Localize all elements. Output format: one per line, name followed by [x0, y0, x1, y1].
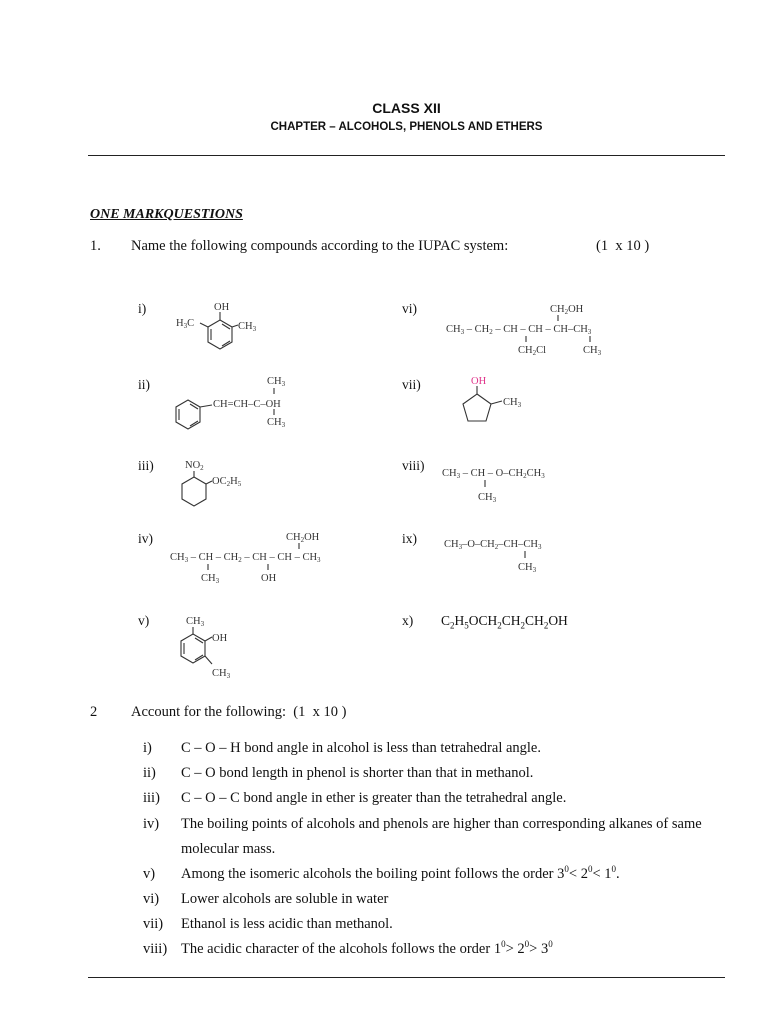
q1-label-viii: viii) — [402, 458, 425, 473]
q1-text: Name the following compounds according to the IUPAC system: — [131, 238, 509, 254]
q2-label-ii: ii) — [143, 765, 156, 781]
q2-item-viii: The acidic character of the alcohols follows the order $1^0> 2^0> 3^0$ — [181, 939, 553, 957]
structure-v — [170, 612, 260, 682]
svg-text:CH2Cl: CH2Cl — [518, 345, 547, 357]
structure-vi — [444, 298, 654, 362]
q1-label-vii: vii) — [402, 377, 421, 392]
svg-text:CH3 – CH – CH2 – CH – CH – CH3: CH3 – CH – CH2 – CH – CH – CH3 — [170, 552, 321, 564]
structure-vii — [450, 372, 540, 432]
q1-label-i: i) — [138, 301, 147, 316]
svg-text:OH: OH — [212, 633, 228, 644]
structure-iv — [168, 528, 358, 584]
q1-label-ix: ix) — [402, 531, 417, 546]
svg-text:OC2H5: OC2H5 — [212, 476, 242, 488]
svg-text:CH3: CH3 — [238, 321, 257, 333]
structure-iii — [172, 456, 272, 516]
chapter-title: CHAPTER – ALCOHOLS, PHENOLS AND ETHERS — [270, 121, 543, 133]
svg-text:CH3–O–CH2–CH–CH3: CH3–O–CH2–CH–CH3 — [444, 539, 542, 551]
q2-label-iii: iii) — [143, 790, 160, 806]
q1-label-ii: ii) — [138, 377, 150, 392]
q1-label-iii: iii) — [138, 458, 154, 473]
q2-label-vi: vi) — [143, 891, 160, 907]
q2-item-vii: Ethanol is less acidic than methanol. — [181, 916, 393, 932]
q1-label-vi: vi) — [402, 301, 417, 316]
svg-text:CH3: CH3 — [267, 376, 286, 388]
svg-text:CH=CH–C–OH: CH=CH–C–OH — [213, 399, 281, 410]
svg-text:CH3: CH3 — [478, 492, 497, 504]
section-heading: ONE MARKQUESTIONS — [90, 207, 243, 222]
q1-marks: (1 x 10 ) — [596, 238, 650, 254]
structure-x-formula: $C_2H_5OCH_2CH_2CH_2OH$ — [441, 613, 568, 631]
svg-text:CH3 – CH – O–CH2CH3: CH3 – CH – O–CH2CH3 — [442, 468, 545, 480]
header-rule — [88, 155, 725, 156]
q1-label-v: v) — [138, 613, 150, 628]
q2-item-v: Among the isomeric alcohols the boiling point follows the order $3^0< 2^0< 1^0$. — [181, 864, 620, 882]
q2-item-ii: C – O bond length in phenol is shorter than that in methanol. — [181, 765, 534, 781]
svg-text:CH3 – CH2 – CH – CH – CH–CH3: CH3 – CH2 – CH – CH – CH–CH3 — [446, 324, 592, 336]
q2-label-v: v) — [143, 866, 156, 882]
q2-label-iv: iv) — [143, 816, 160, 832]
q2-item-i: C – O – H bond angle in alcohol is less than tetrahedral angle. — [181, 740, 541, 756]
q2-text: Account for the following: (1 x 10 ) — [131, 704, 347, 720]
svg-text:OH: OH — [471, 376, 487, 387]
svg-text:CH3: CH3 — [503, 397, 522, 409]
class-title: CLASS XII — [372, 100, 441, 116]
svg-text:OH: OH — [261, 573, 277, 584]
q2-item-iv: The boiling points of alcohols and phenols are higher than corresponding alkanes of same — [181, 816, 702, 832]
svg-text:CH3: CH3 — [201, 573, 220, 585]
svg-text:NO2: NO2 — [185, 460, 204, 472]
svg-text:CH2OH: CH2OH — [550, 304, 584, 316]
structure-ix — [444, 533, 584, 578]
q2-number: 2 — [90, 704, 98, 720]
q2-item-iii: C – O – C bond angle in ether is greater than the tetrahedral angle. — [181, 790, 567, 806]
svg-text:CH3: CH3 — [212, 668, 231, 680]
structure-i — [170, 298, 270, 358]
q1-label-iv: iv) — [138, 531, 153, 546]
q2-item-vi: Lower alcohols are soluble in water — [181, 891, 389, 907]
q1-number: 1. — [90, 238, 101, 254]
q2-label-vii: vii) — [143, 916, 164, 932]
svg-text:H3C: H3C — [176, 318, 195, 330]
q1-label-x: x) — [402, 613, 414, 628]
svg-text:CH3: CH3 — [186, 616, 205, 628]
q2-item-iv-cont: molecular mass. — [181, 841, 276, 857]
svg-text:CH2OH: CH2OH — [286, 532, 320, 544]
structure-viii — [440, 460, 590, 510]
svg-text:CH3: CH3 — [518, 562, 537, 574]
structure-ii — [170, 372, 320, 434]
q2-label-i: i) — [143, 740, 152, 756]
struct-i-oh: OH — [214, 302, 230, 313]
q2-label-viii: viii) — [143, 941, 168, 957]
svg-text:CH3: CH3 — [267, 417, 286, 429]
footer-rule — [88, 977, 725, 978]
svg-text:CH3: CH3 — [583, 345, 602, 357]
